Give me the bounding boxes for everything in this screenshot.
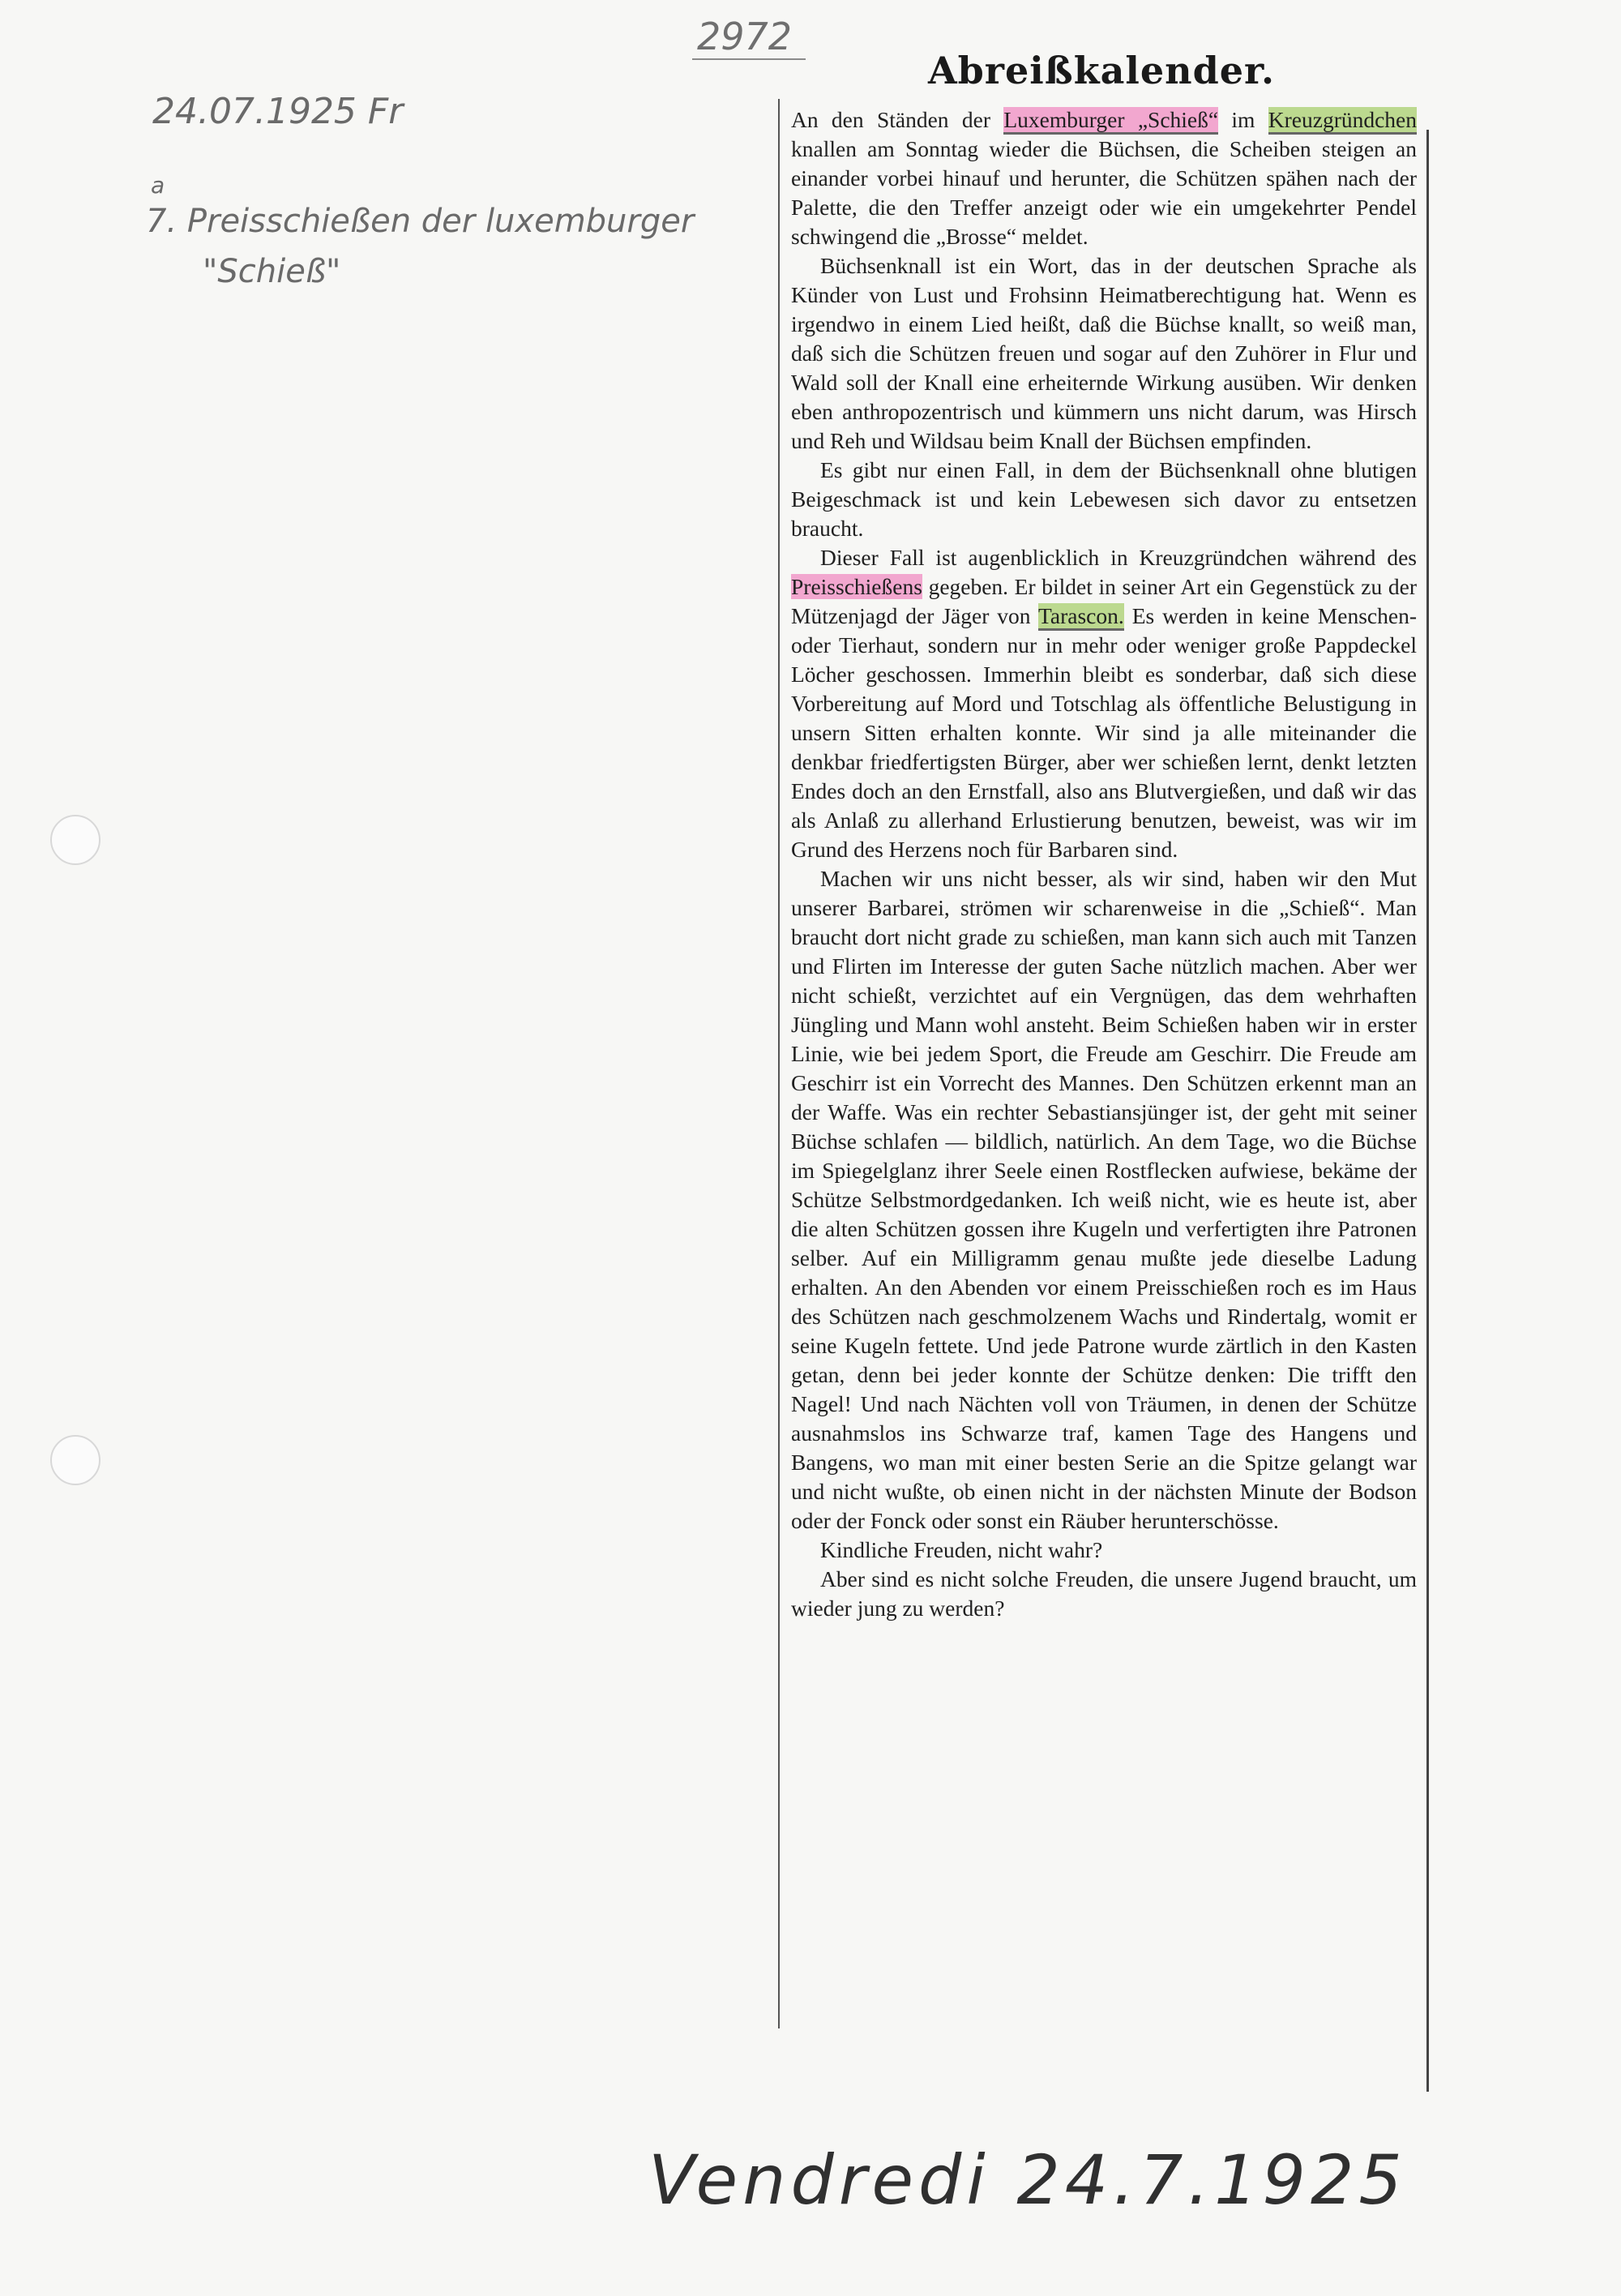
- p1-text-b: im: [1231, 107, 1255, 132]
- archive-number: 2972: [697, 15, 793, 58]
- margin-date-note: 24.07.1925 Fr: [152, 91, 404, 132]
- margin-item-note-line1: 7. Preisschießen der luxemburger: [146, 203, 695, 240]
- paragraph-3: Es gibt nur einen Fall, in dem der Büchsenknall ohne blutigen Beigeschmack ist und kein Lebewesen sich davor zu entsetzen braucht.: [791, 457, 1417, 541]
- punch-hole-top: [50, 815, 101, 865]
- clipping-left-rule: [778, 99, 780, 2028]
- paragraph-5: Machen wir uns nicht besser, als wir sind, haben wir den Mut unserer Barbarei, strömen wir scharenweise in die „Schieß“. Man braucht dort nicht grade zu schießen, man kann sich auch mit Tanzen und Flirten im Interesse der guten Sache nützlich machen. Aber wer nicht schießt, verzichtet auf ein Vergnügen, das dem wehrhaften Jüngling und Mann wohl ansteht. Beim Schießen haben wir in erster Linie, wie bei jedem Sport, die Freude am Geschirr. Die Freude am Geschirr ist ein Vorrecht des Mannes. Den Schützen erkennt man an der Waffe. Was ein rechter Sebastiansjünger ist, der geht mit seiner Büchse schlafen — bildlich, natürlich. An dem Tage, wo die Büchse im Spiegelglanz ihrer Seele einen Rostflecken aufwiese, bekäme der Schütze Selbstmordgedanken. Ich weiß nicht, wie es heute ist, aber die alten Schützen gossen ihre Kugeln und verfertigten ihre Patronen selber. Auf ein Milligramm genau mußte jede dieselbe Ladung erhalten. An den Abenden vor einem Preisschießen roch es im Haus des Schützen nach geschmolzenem Wachs und Rindertalg, womit er seine Kugeln fettete. Und jede Patrone wurde zärtlich in den Kasten getan, denn bei jeder konnte der Schütze denken: Die trifft den Nagel! Und nach Nächten voll von Träumen, in denen der Schütze ausnahmslos ins Schwarze traf, kamen Tage des Hangens und Bangens, wo man mit einer besten Serie an die Spitze gelangt war und nicht wußte, ob einen nicht in der nächsten Minute der Bodson oder der Fonck oder sonst ein Räuber herunterschösse.: [791, 866, 1417, 1533]
- highlight-kreuzgruendchen: Kreuzgründchen: [1268, 107, 1417, 135]
- highlight-tarascon: Tarascon.: [1038, 603, 1124, 631]
- clipping-right-rule: [1426, 130, 1429, 2092]
- article-body: [791, 105, 1417, 1623]
- highlight-preisschiessens: Preisschießens: [791, 574, 922, 599]
- paragraph-2: Büchsenknall ist ein Wort, das in der deutschen Sprache als Künder von Lust und Frohsinn Heimatberechtigung hat. Wenn es irgendwo in einem Lied heißt, daß die Büchse knallt, so weiß man, daß sich die Schützen freuen und sogar auf den Zuhörer in Flur und Wald soll der Knall eine erheiternde Wirkung ausüben. Wir denken eben anthropozentrisch und kümmern uns nicht darum, was Hirsch und Reh und Wildsau beim Knall der Büchsen empfinden.: [791, 253, 1417, 453]
- punch-hole-bottom: [50, 1435, 101, 1485]
- paragraph-4: [791, 543, 1417, 864]
- handwritten-date-footer: Vendredi 24.7.1925: [648, 2140, 1407, 2220]
- p1-text-a: An den Ständen der: [791, 107, 990, 132]
- p4-text-a: Dieser Fall ist augenblicklich in Kreuzgründchen während des: [820, 545, 1417, 570]
- margin-item-note-line2: "Schieß": [203, 253, 341, 290]
- p4-text-b: gegeben. Er bildet in seiner Art ein Gegenstück zu der Mützenjagd der Jäger von: [791, 574, 1417, 628]
- paragraph-6: Kindliche Freuden, nicht wahr?: [820, 1537, 1103, 1562]
- article-title: Abreißkalender.: [927, 49, 1276, 92]
- paragraph-7: Aber sind es nicht solche Freuden, die unsere Jugend braucht, um wieder jung zu werden?: [791, 1566, 1417, 1621]
- p1-text-c: knallen am Sonntag wieder die Büchsen, die Scheiben steigen an einander vorbei hinauf und herunter, die Schützen spähen nach der Palette, die den Treffer anzeigt oder wie ein umgekehrter Pendel schwingend die „Brosse“ meldet.: [791, 136, 1417, 249]
- paragraph-1: [791, 105, 1417, 251]
- newspaper-clipping: [778, 49, 1425, 2043]
- p4-text-c: Es werden in keine Menschen- oder Tierhaut, sondern nur in mehr oder weniger große Pappdeckel Löcher geschossen. Immerhin bleibt es sonderbar, daß sich diese Vorbereitung auf Mord und Totschlag als öffentliche Belustigung in unsern Sitten erhalten konnte. Wir sind ja alle miteinander die denkbar friedfertigsten Bürger, aber wer schießen lernt, denkt letzten Endes doch an den Ernstfall, also ans Blutvergießen, und daß wir das als Anlaß zu allerhand Erlustierung benutzen, beweist, was wir im Grund des Herzens noch für Barbaren sind.: [791, 603, 1417, 862]
- margin-item-letter: a: [151, 172, 165, 199]
- highlight-luxemburger-schiess: Luxemburger „Schieß“: [1003, 107, 1218, 135]
